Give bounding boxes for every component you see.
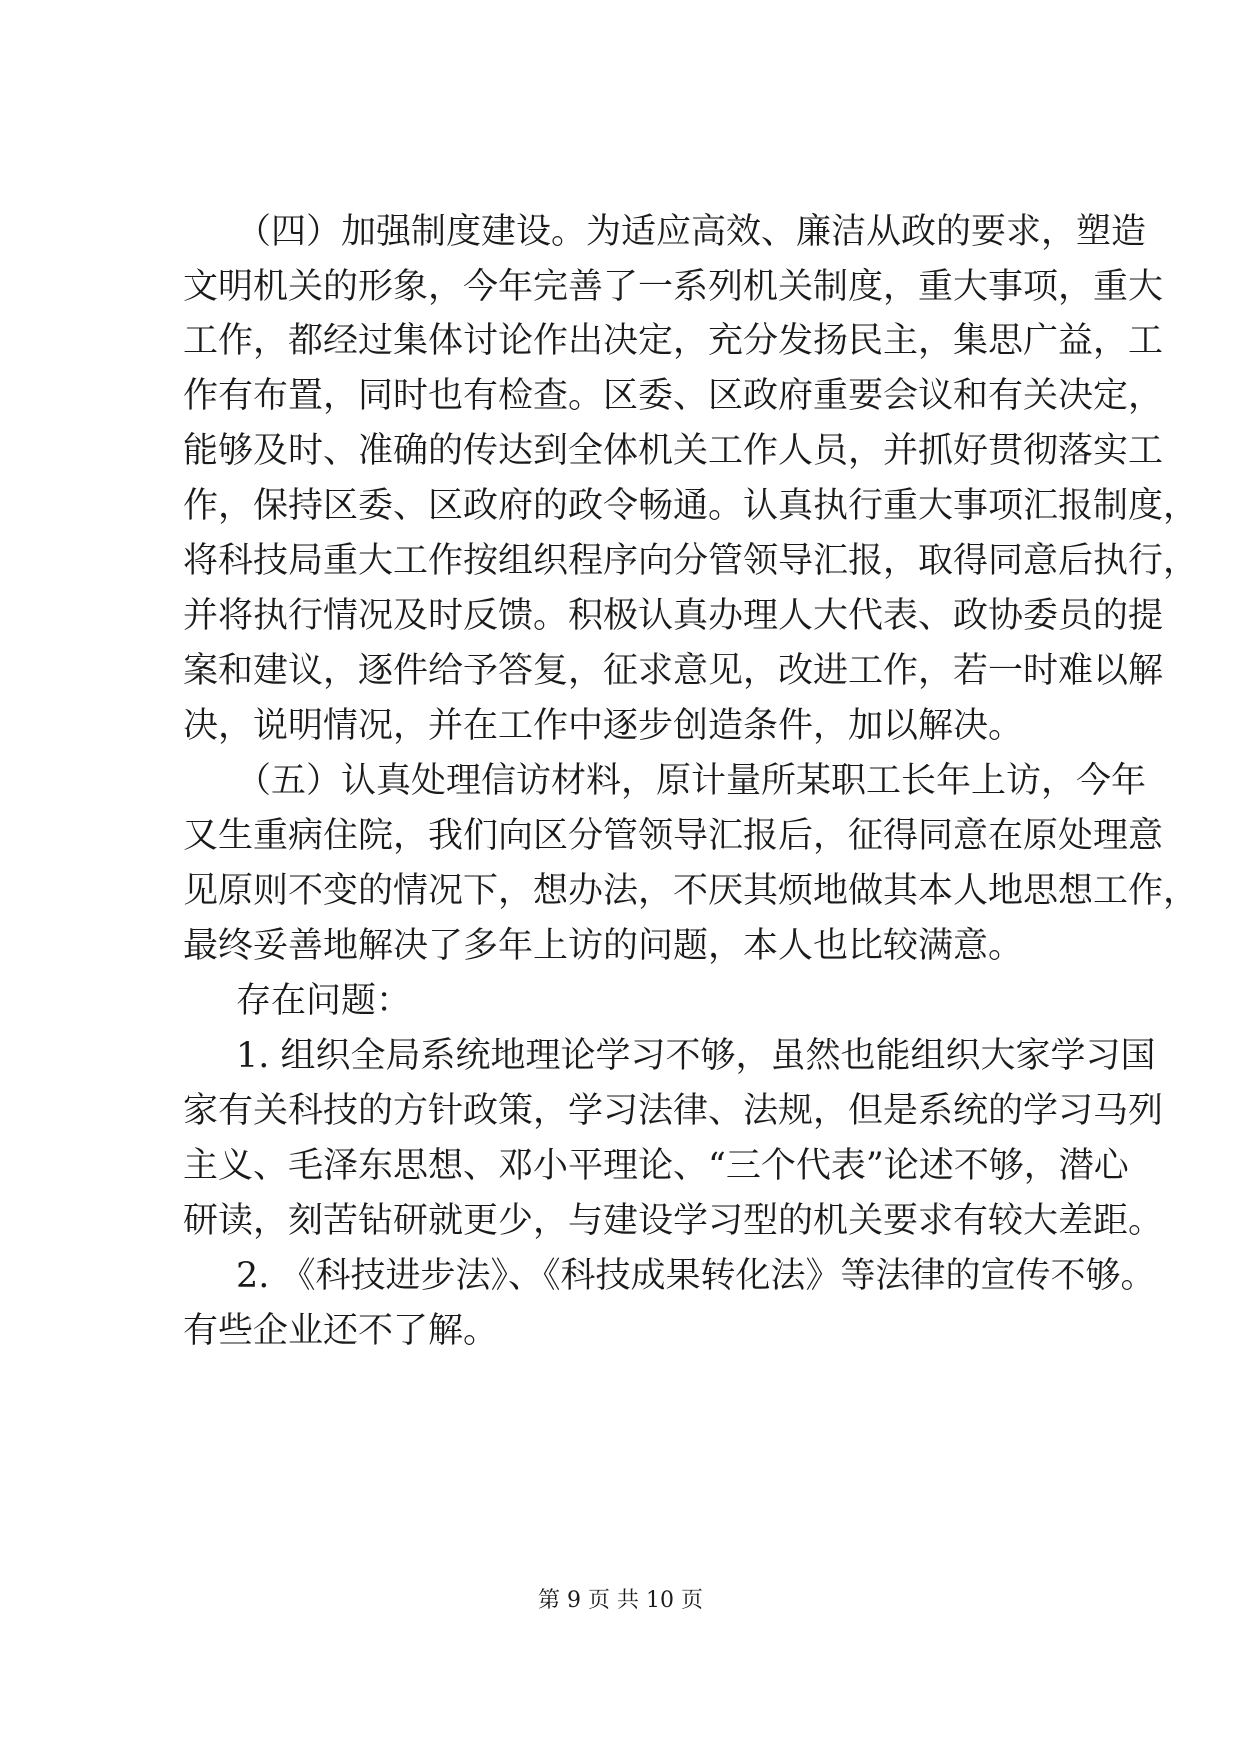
issue1-line4: 研读，刻苦钻研就更少，与建设学习型的机关要求有较大差距。 (183, 1201, 1164, 1241)
issue1-line2: 家有关科技的方针政策，学习法律、法规，但是系统的学习马列 (183, 1091, 1164, 1131)
para1-line9: 案和建议，逐件给予答复，征求意见，改进工作，若一时难以解 (183, 651, 1164, 691)
page-number-footer: 第 9 页 共 10 页 (538, 1588, 703, 1613)
para1-line2: 文明机关的形象，今年完善了一系列机关制度，重大事项，重大 (183, 267, 1164, 307)
para2-line1: （五）认真处理信访材料，原计量所某职工长年上访，今年 (236, 761, 1147, 801)
issues-heading: 存在问题： (236, 981, 412, 1021)
para1-line7: 将科技局重大工作按组织程序向分管领导汇报，取得同意后执行， (183, 541, 1199, 581)
para1-line1: （四）加强制度建设。为适应高效、廉洁从政的要求，塑造 (236, 212, 1147, 252)
issue1-line1: 1. 组织全局系统地理论学习不够，虽然也能组织大家学习国 (236, 1036, 1156, 1076)
para1-line3: 工作，都经过集体讨论作出决定，充分发扬民主，集思广益，工 (183, 321, 1164, 361)
para2-line2: 又生重病住院，我们向区分管领导汇报后，征得同意在原处理意 (183, 816, 1164, 856)
para2-line3: 见原则不变的情况下，想办法，不厌其烦地做其本人地思想工作， (183, 871, 1199, 911)
issue2-line1: 2. 《科技进步法》、《科技成果转化法》等法律的宣传不够。 (236, 1256, 1156, 1296)
para1-line4: 作有布置，同时也有检查。区委、区政府重要会议和有关决定， (183, 376, 1164, 416)
issue2-line2: 有些企业还不了解。 (183, 1311, 499, 1351)
para1-line5: 能够及时、准确的传达到全体机关工作人员，并抓好贯彻落实工 (183, 431, 1164, 471)
issue1-line3: 主义、毛泽东思想、邓小平理论、“三个代表”论述不够，潜心 (183, 1146, 1129, 1186)
para1-line8: 并将执行情况及时反馈。积极认真办理人大代表、政协委员的提 (183, 596, 1164, 636)
para1-line10: 决，说明情况，并在工作中逐步创造条件，加以解决。 (183, 706, 1024, 746)
para1-line6: 作，保持区委、区政府的政令畅通。认真执行重大事项汇报制度， (183, 486, 1199, 526)
para2-line4: 最终妥善地解决了多年上访的问题，本人也比较满意。 (183, 926, 1024, 966)
